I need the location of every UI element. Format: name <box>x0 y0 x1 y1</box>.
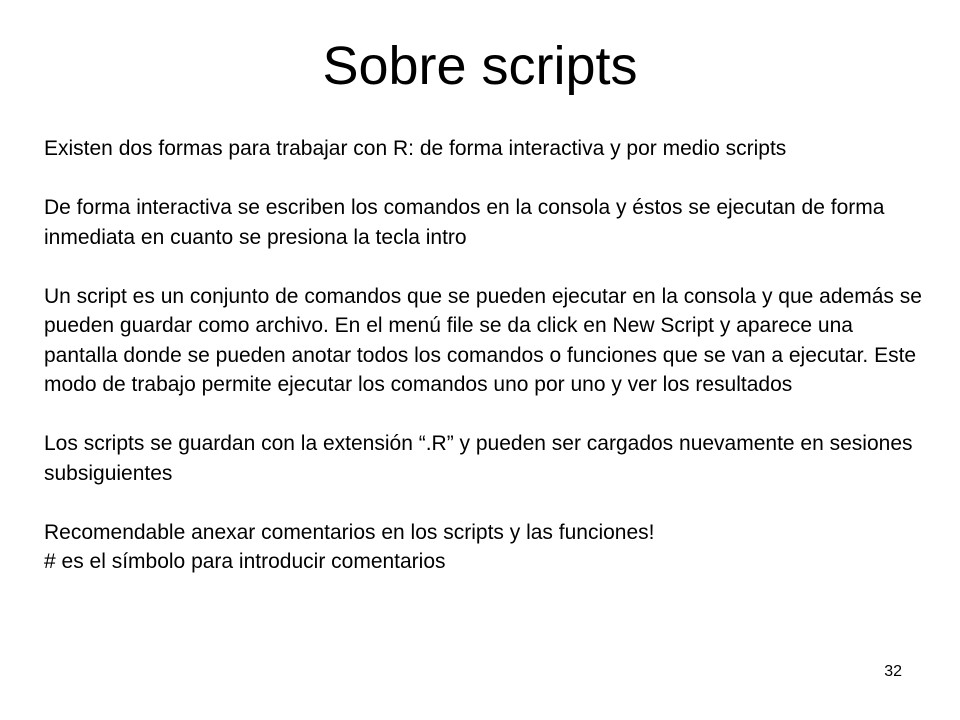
paragraph-script-definition: Un script es un conjunto de comandos que se pueden ejecutar en la consola y que además se pueden guardar como archivo. En el menú file se da click en New Script y aparece una pantalla donde se pueden anotar todos los comandos o funciones que se van a ejecutar. Este modo de trabajo permite ejecutar los comandos uno por uno y ver los resultados <box>44 284 922 396</box>
slide-title: Sobre scripts <box>322 36 638 96</box>
page-number: 32 <box>884 663 902 680</box>
paragraph-comment-symbol: # es el símbolo para introducir comentarios <box>44 550 446 573</box>
paragraph-comments-recommendation: Recomendable anexar comentarios en los scripts y las funciones! <box>44 520 655 544</box>
paragraph-interaction-modes: Existen dos formas para trabajar con R: de forma interactiva y por medio scripts <box>44 137 787 160</box>
paragraph-script-extension: Los scripts se guardan con la extensión “.R” y pueden ser cargados nuevamente en sesiones subsiguientes <box>44 432 913 485</box>
slide-body <box>44 134 924 577</box>
paragraph-interactive-mode: De forma interactiva se escriben los comandos en la consola y éstos se ejecutan de forma inmediata en cuanto se presiona la tecla intro <box>44 196 885 249</box>
